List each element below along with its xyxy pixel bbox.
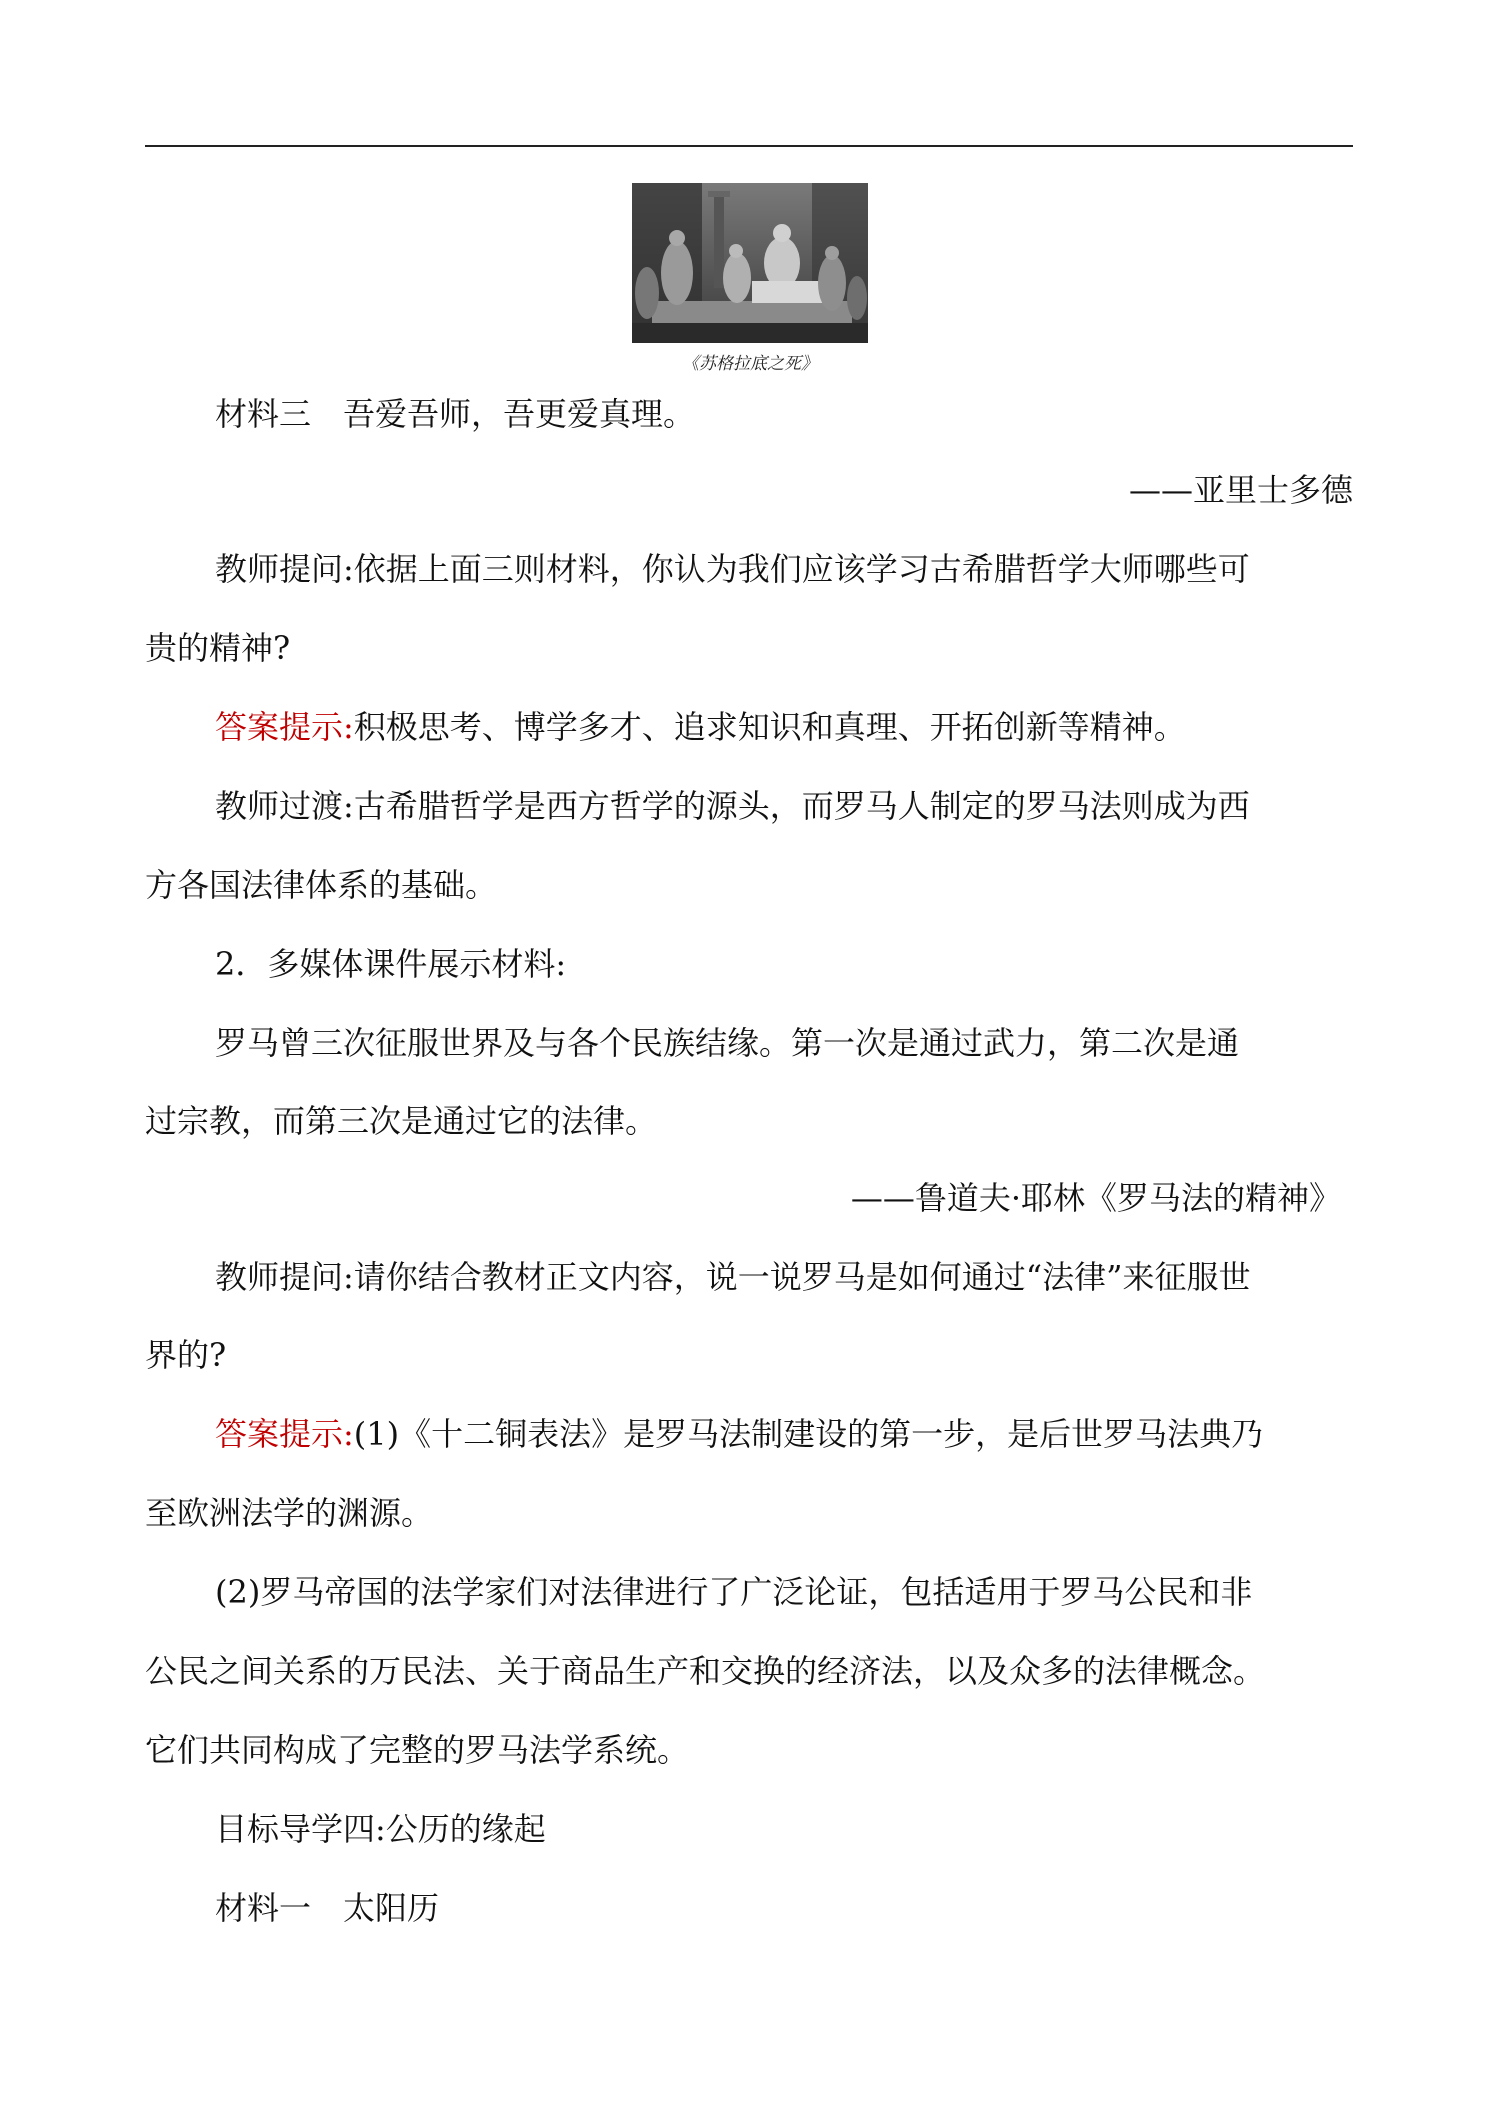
teacher-question-1-line-1: 教师提问:依据上面三则材料，你认为我们应该学习古希腊哲学大师哪些可 <box>215 550 1250 588</box>
teacher-question-1-line-2: 贵的精神? <box>145 629 291 667</box>
answer-hint-text: 积极思考、博学多才、追求知识和真理、开拓创新等精神。 <box>353 708 1186 746</box>
answer-point-2-line-3: 它们共同构成了完整的罗马法学系统。 <box>145 1731 690 1769</box>
teacher-question-2-line-1: 教师提问:请你结合教材正文内容，说一说罗马是如何通过“法律”来征服世 <box>215 1258 1251 1296</box>
teacher-transition-line-2: 方各国法律体系的基础。 <box>145 866 498 904</box>
goal-four-heading: 目标导学四:公历的缘起 <box>215 1810 546 1848</box>
material-one: 材料一 太阳历 <box>215 1889 440 1927</box>
answer-hint-label: 答案提示: <box>215 1415 354 1453</box>
teacher-transition-line-1: 教师过渡:古希腊哲学是西方哲学的源头，而罗马人制定的罗马法则成为西 <box>215 787 1250 825</box>
answer-point-2-line-1: (2)罗马帝国的法学家们对法律进行了广泛论证，包括适用于罗马公民和非 <box>215 1573 1253 1611</box>
material-three-source: ——亚里士多德 <box>1128 471 1353 509</box>
teacher-question-2-line-2: 界的? <box>145 1336 227 1374</box>
answer-point-2-line-2: 公民之间关系的万民法、关于商品生产和交换的经济法，以及众多的法律概念。 <box>145 1652 1266 1690</box>
roman-quote-source: ——鲁道夫·耶林《罗马法的精神》 <box>850 1179 1341 1217</box>
answer-hint-1 <box>215 708 1353 746</box>
figure-caption: 《苏格拉底之死》 <box>682 354 818 374</box>
roman-quote-line-1: 罗马曾三次征服世界及与各个民族结缘。第一次是通过武力，第二次是通 <box>215 1024 1240 1062</box>
header-rule <box>145 145 1353 147</box>
socrates-painting-image <box>632 183 868 343</box>
answer-hint-2-line-1 <box>215 1415 1353 1453</box>
section-2-heading: 2．多媒体课件展示材料: <box>215 945 567 983</box>
answer-hint-2-line-2: 至欧洲法学的渊源。 <box>145 1494 434 1532</box>
answer-hint-label: 答案提示: <box>215 708 354 746</box>
material-three: 材料三 吾爱吾师，吾更爱真理。 <box>215 395 696 433</box>
roman-quote-line-2: 过宗教，而第三次是通过它的法律。 <box>145 1102 658 1140</box>
answer-hint-text: (1)《十二铜表法》是罗马法制建设的第一步，是后世罗马法典乃 <box>353 1415 1264 1453</box>
